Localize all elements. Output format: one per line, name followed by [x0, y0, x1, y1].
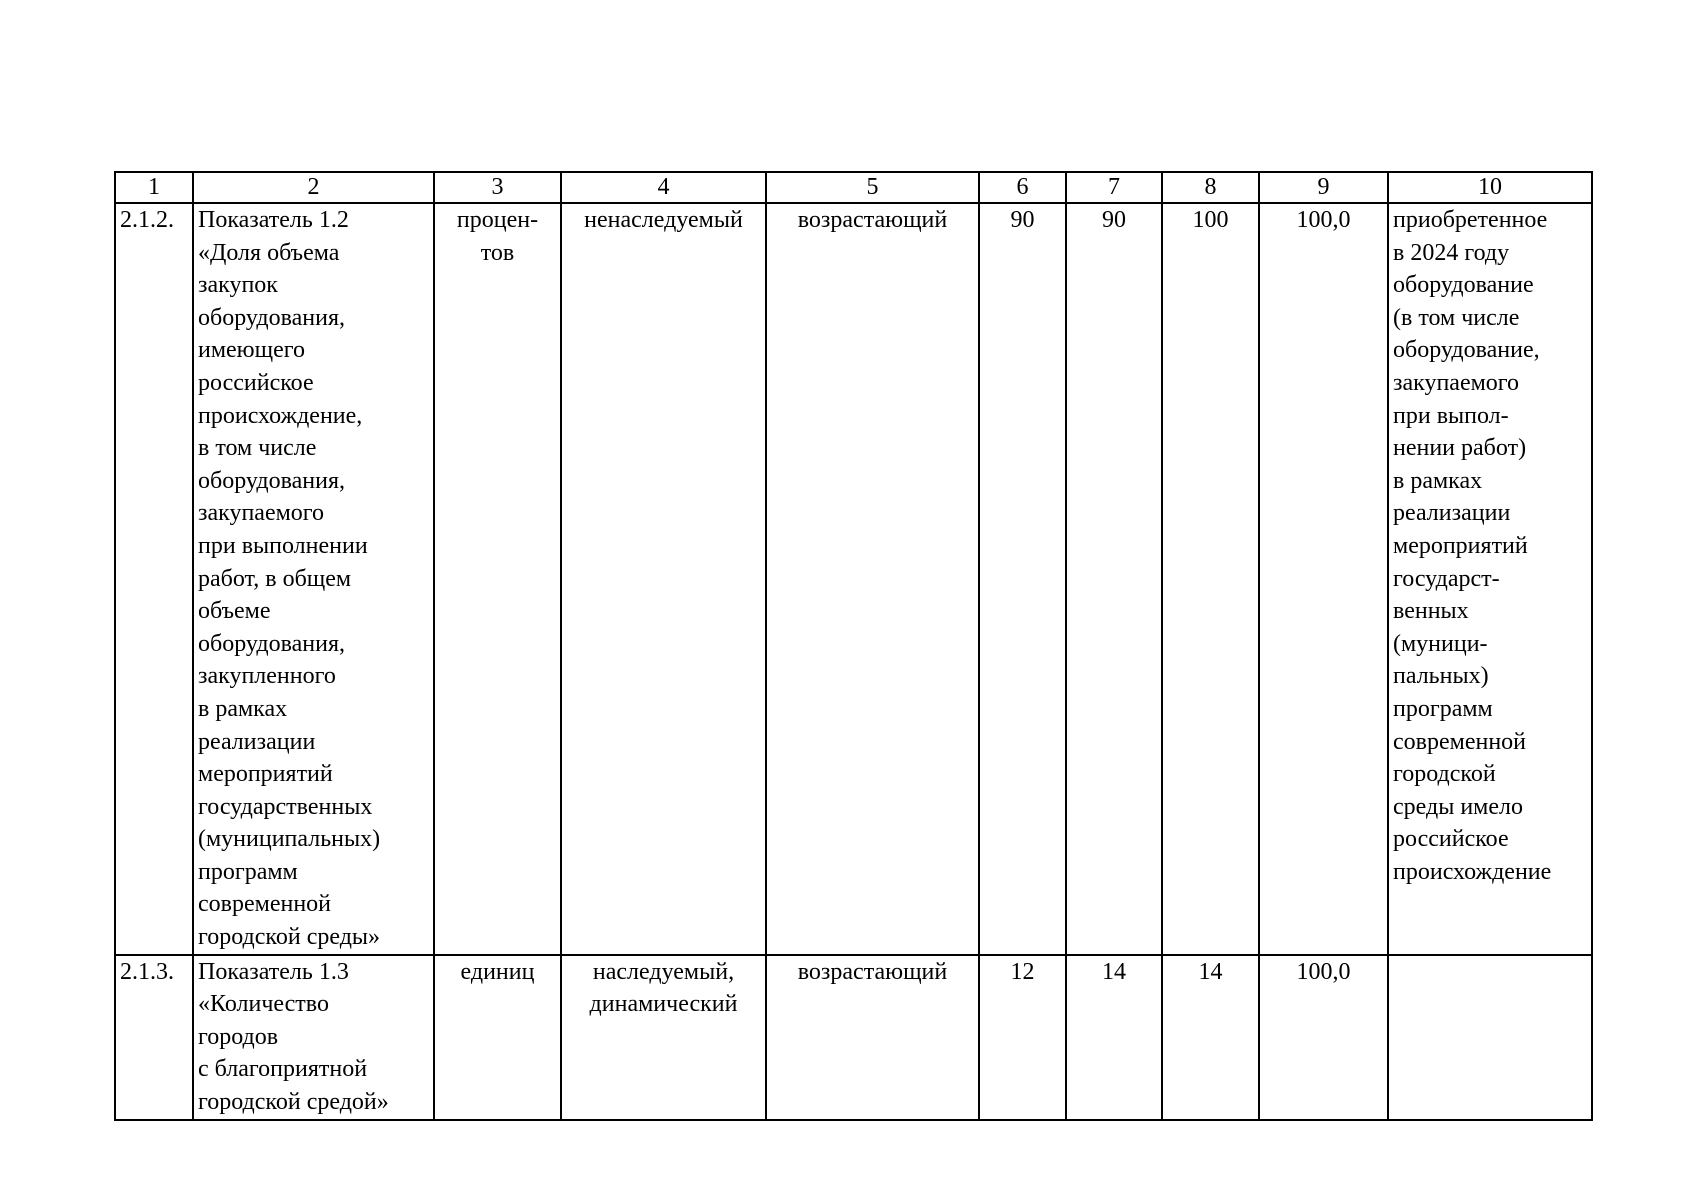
value-cell-6: 12: [979, 955, 1066, 1120]
column-header: 7: [1066, 172, 1162, 203]
column-header: 1: [115, 172, 193, 203]
note-cell: приобретенное в 2024 году оборудование (в том числе оборудование, закупаемого при выпол- нении работ) в рамках реализации мероприятий государст- венных (муници- пальных) программ современной городской среды имело российское происхождение: [1388, 203, 1592, 955]
indicator-name: Показатель 1.3 «Количество городов с благоприятной городской средой»: [193, 955, 434, 1120]
unit-cell: процен- тов: [434, 203, 561, 955]
column-header: 9: [1259, 172, 1388, 203]
value-cell-8: 100: [1162, 203, 1259, 955]
type-cell: наследуемый, динамический: [561, 955, 766, 1120]
table-row: [115, 203, 1592, 955]
column-header: 8: [1162, 172, 1259, 203]
row-number: 2.1.3.: [115, 955, 193, 1120]
table-row: [115, 955, 1592, 1120]
column-header: 6: [979, 172, 1066, 203]
column-header: 5: [766, 172, 979, 203]
column-header: 10: [1388, 172, 1592, 203]
value-cell-8: 14: [1162, 955, 1259, 1120]
value-cell-7: 90: [1066, 203, 1162, 955]
column-header: 2: [193, 172, 434, 203]
column-header: 3: [434, 172, 561, 203]
direction-cell: возрастающий: [766, 955, 979, 1120]
value-cell-9: 100,0: [1259, 955, 1388, 1120]
value-cell-6: 90: [979, 203, 1066, 955]
indicators-table: [114, 171, 1593, 1121]
unit-cell: единиц: [434, 955, 561, 1120]
column-header: 4: [561, 172, 766, 203]
note-cell: [1388, 955, 1592, 1120]
type-cell: ненаследуемый: [561, 203, 766, 955]
direction-cell: возрастающий: [766, 203, 979, 955]
header-row: [115, 172, 1592, 203]
indicator-name: Показатель 1.2 «Доля объема закупок оборудования, имеющего российское происхождение, в том числе оборудования, закупаемого при выполнении работ, в общем объеме оборудования, закупленного в рамках реализации мероприятий государственных (муниципальных) программ современной городской среды»: [193, 203, 434, 955]
value-cell-7: 14: [1066, 955, 1162, 1120]
row-number: 2.1.2.: [115, 203, 193, 955]
value-cell-9: 100,0: [1259, 203, 1388, 955]
